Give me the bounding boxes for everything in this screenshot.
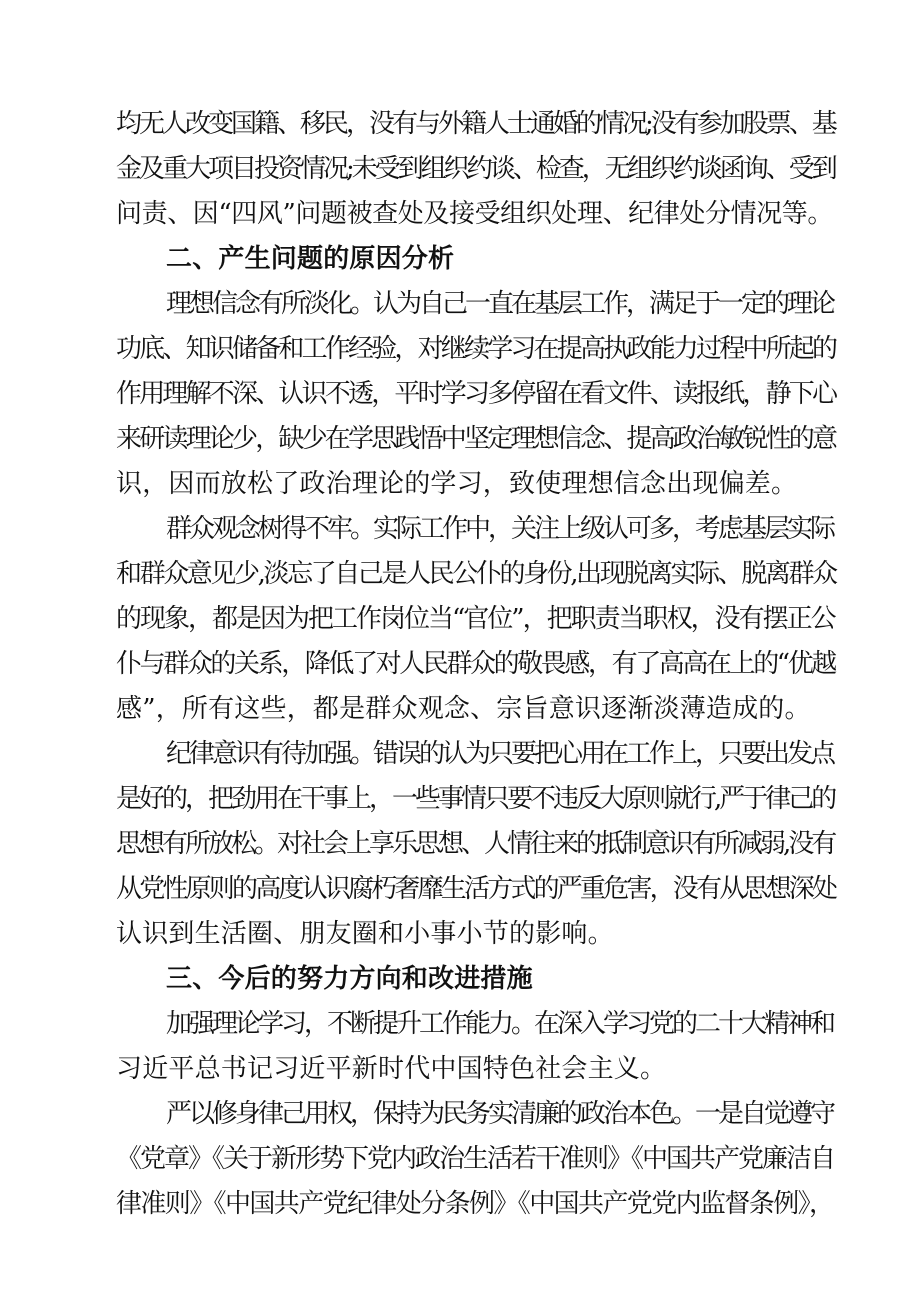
text-line: 从党性原则的高度认识腐朽奢靡生活方式的严重危害，没有从思想深处: [116, 874, 836, 904]
text-line: 群众观念树得不牢。实际工作中，关注上级认可多，考虑基层实际: [166, 514, 834, 544]
text-line: 律准则》《中国共产党纪律处分条例》《中国共产党党内监督条例》，: [116, 1189, 834, 1219]
text-line: 作用理解不深、认识不透，平时学习多停留在看文件、读报纸，静下心: [116, 379, 836, 409]
text-line: 和群众意见少,淡忘了自己是人民公仆的身份,出现脱离实际、脱离群众: [116, 559, 836, 589]
text-line: 理想信念有所淡化。认为自己一直在基层工作，满足于一定的理论: [166, 289, 834, 319]
text-line: 的现象，都是因为把工作岗位当“官位”，把职责当职权，没有摆正公: [116, 604, 835, 634]
text-line: 仆与群众的关系，降低了对人民群众的敬畏感，有了高高在上的“优越: [116, 649, 835, 679]
text-line: 纪律意识有待加强。错误的认为只要把心用在工作上，只要出发点: [166, 739, 834, 769]
text-line: 认识到生活圈、朋友圈和小事小节的影响。: [116, 919, 614, 949]
text-line: 识，因而放松了政治理论的学习，致使理想信念出现偏差。: [116, 469, 798, 499]
text-line: 加强理论学习，不断提升工作能力。在深入学习党的二十大精神和: [166, 1009, 834, 1039]
text-line: 均无人改变国籍、移民，没有与外籍人士通婚的情况;没有参加股票、基: [116, 109, 835, 139]
text-line: 问责、因“四风”问题被查处及接受组织处理、纪律处分情况等。: [116, 199, 833, 229]
text-line: 功底、知识储备和工作经验，对继续学习在提高执政能力过程中所起的: [116, 334, 836, 364]
text-line: 严以修身律己用权，保持为民务实清廉的政治本色。一是自觉遵守: [166, 1099, 834, 1129]
text-line: 感”，所有这些，都是群众观念、宗旨意识逐渐淡薄造成的。: [116, 694, 811, 724]
text-line: 习近平总书记习近平新时代中国特色社会主义。: [116, 1054, 667, 1084]
section-heading: 二、产生问题的原因分析: [166, 244, 455, 274]
section-heading: 三、今后的努力方向和改进措施: [166, 964, 533, 994]
text-line: 思想有所放松。对社会上享乐思想、人情往来的抵制意识有所减弱,没有: [116, 829, 835, 859]
text-line: 金及重大项目投资情况;未受到组织约谈、检查，无组织约谈函询、受到: [116, 154, 835, 184]
text-line: 《党章》《关于新形势下党内政治生活若干准则》《中国共产党廉洁自: [116, 1144, 835, 1174]
text-line: 是好的，把劲用在干事上，一些事情只要不违反大原则就行,严于律己的: [116, 784, 835, 814]
text-line: 来研读理论少，缺少在学思践悟中坚定理想信念、提高政治敏锐性的意: [116, 424, 836, 454]
